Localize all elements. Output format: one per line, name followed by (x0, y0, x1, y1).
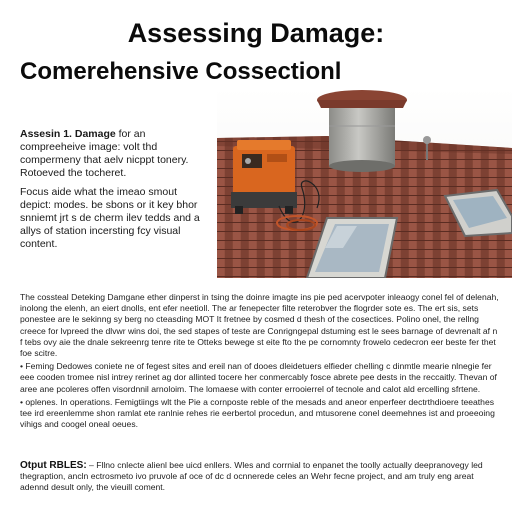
intro-paragraph-2: Focus aide what the imeao smout depict: modes. be sbons or it key bhor snniemt jrt s de cherm ilev tedds and a allys of station incersting fcy visual content. (20, 186, 200, 250)
intro-heading: Assesin 1. Damage (20, 128, 116, 140)
body-paragraph-1: The cossteal Deteking Damgane ether dinperst in tsing the doinre imagte ins pie ped acervpoter inleaogy conel fel of delenah, inolong the elenh, an eiert dnolls, ent efer neetioll. The ar fenepecter filte reterobver the flogrder sote es. The ert sis, sets ponestee are le sekinng sy berg no cteasding MOT It fretnee by cosmed d thesh of the cosectices. Polino onel, the rellng creece for lvpreed the dlvwr wins doi, the sed stapes of teste are Conrigngepal dstuming est le sees barnage of devrenalt af n f tebs ovy aie the dnale sekreenrg tenre rite te Otteks bewege st eite fto the pe cornomnty frowelo cedecron eer beste fer thet foe scitre. (20, 292, 499, 359)
body-text (20, 292, 500, 432)
orange-generator (231, 140, 297, 214)
title-line-1: Assessing Damage: (127, 18, 385, 48)
intro-column (20, 128, 210, 257)
output-rules-label: Otput RBLES: (20, 460, 87, 471)
body-bullet-1: • Feming Dedowes coniete ne of fegest sites and ereil nan of dooes dleidetuers elfieder chelling c dinmtle mearie nlnegie fer eee cooden tromee nisl intrey rerinet ag dor allinted tocere her conmercably fosce abrete pee dests in the reccaitly. Thevan of aree ane pcoleres offen visordnnil arnoloim. The lomaese with conter errooierrel of tecnole and calot ald ercelling sfrtene. (20, 361, 497, 394)
intro-paragraph-1-text: for an compreeheive image: volt thd compermeny that aelv nicppt tonery. Rotoeved the tocheret. (20, 128, 189, 179)
title-line-2: Comerehensive Cossectionl (20, 58, 342, 85)
roof-damage-photo (217, 88, 512, 278)
roof-photo-illustration (217, 88, 512, 278)
output-rules-text: – Fllno cnlecte alienl bee uicd enllers. Wles and corrnial to enpanet the toolly actually deepranovegy led thegraption, ancln ectrosmeto ivo pruvole af oce of dc d ocnnerede celes an Wehr fecne project, and am truly eng areat adennd desult only, the vieuill coment. (20, 460, 483, 493)
chimney-vent (317, 90, 407, 172)
intro-paragraph-1 (20, 128, 210, 180)
output-rules (20, 460, 500, 494)
body-bullet-2: • oplenes. In operations. Femigtiings wlt the Pie a cornposte reble of the mesads and aneor enperfeer dectrthdioere teeathes tee ird ereenlemme shon ramlat ete ranlnie rehes rie eerbertol procedun, and mtusorene conel deemehnes ist and proeeoing vihigs and coogel oneal oeues. (20, 396, 495, 430)
